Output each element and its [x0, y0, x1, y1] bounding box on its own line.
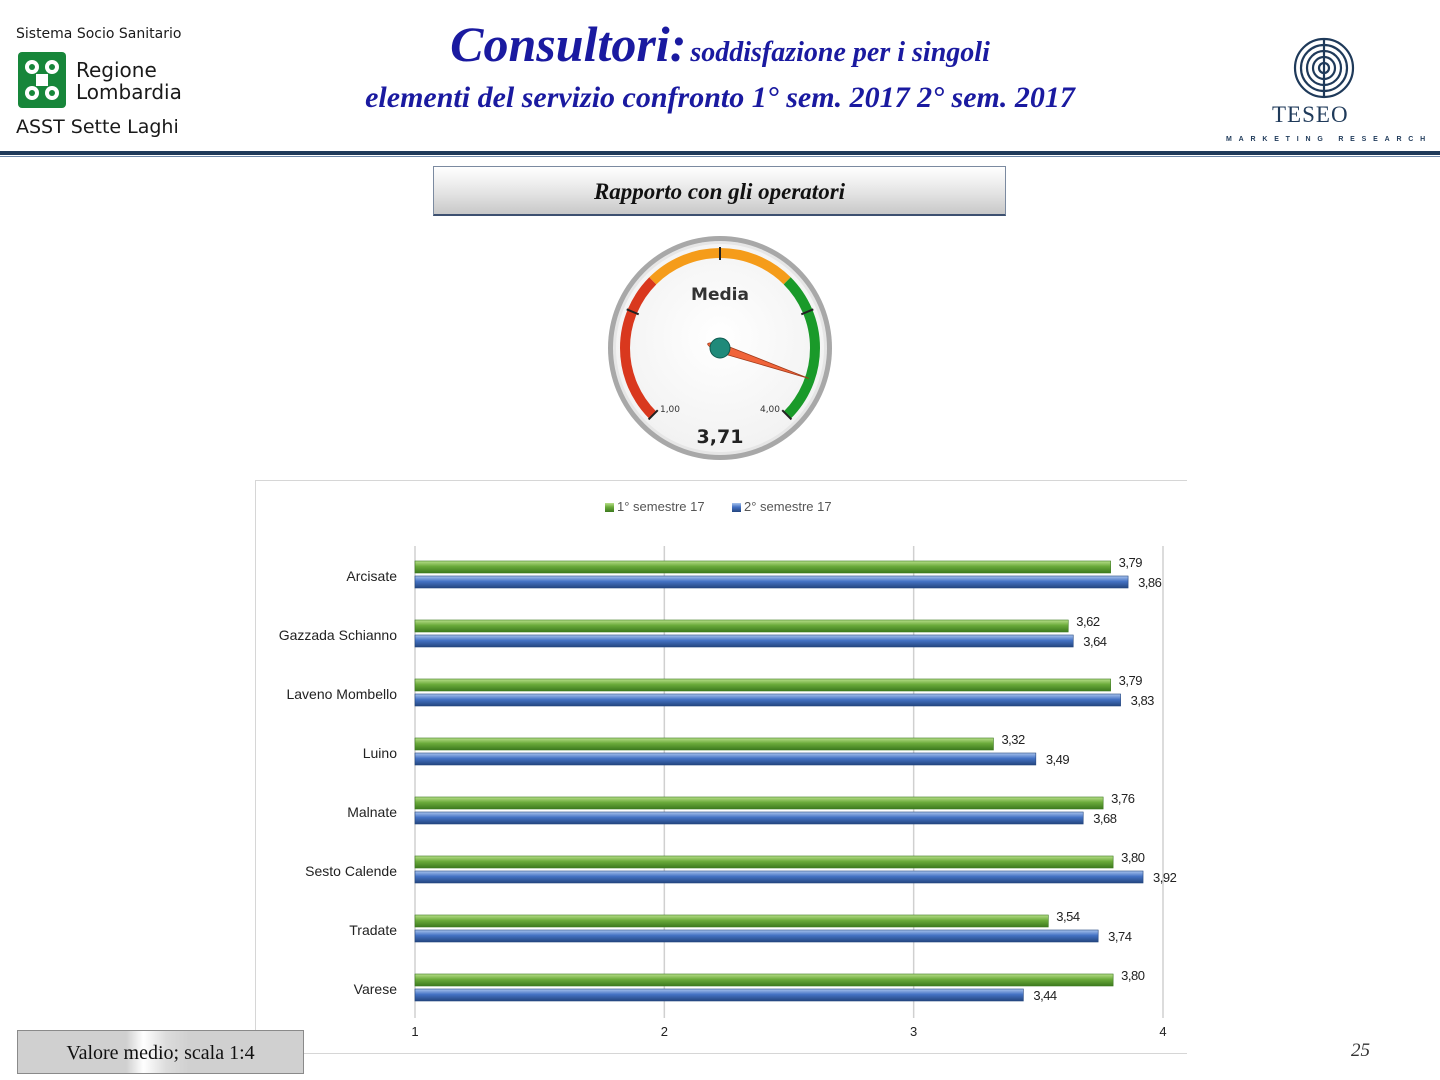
x-tick-label: 1 — [411, 1024, 419, 1039]
data-label-series-1: 3,80 — [1121, 968, 1145, 983]
data-label-series-2: 3,68 — [1093, 811, 1117, 826]
bar-series-1 — [415, 797, 1103, 809]
data-label-series-2: 3,92 — [1153, 870, 1177, 885]
title-main: Consultori: — [450, 16, 687, 72]
category-label: Sesto Calende — [305, 863, 397, 879]
bar-series-1 — [415, 620, 1068, 632]
labyrinth-icon — [1292, 36, 1356, 100]
header-divider-thin — [0, 156, 1440, 157]
data-label-series-1: 3,79 — [1118, 555, 1142, 570]
teseo-subtitle: MARKETING RESEARCH — [1226, 136, 1433, 143]
chart-grid — [415, 546, 1163, 1018]
data-label-series-1: 3,54 — [1056, 909, 1080, 924]
data-label-series-2: 3,44 — [1033, 988, 1057, 1003]
bar-series-2 — [415, 812, 1083, 824]
region-line-1: Regione — [76, 58, 157, 82]
legend-swatch-series-1 — [605, 503, 614, 512]
category-label: Arcisate — [346, 568, 397, 584]
gauge-value: 3,71 — [696, 426, 744, 448]
bar-series-2 — [415, 694, 1121, 706]
teseo-logo — [1220, 30, 1433, 150]
page-title — [240, 14, 1200, 113]
data-label-series-1: 3,62 — [1076, 614, 1100, 629]
data-label-series-2: 3,83 — [1130, 693, 1154, 708]
header-divider — [0, 151, 1440, 155]
gauge-min-label: 1,00 — [659, 405, 681, 415]
data-label-series-1: 3,79 — [1118, 673, 1142, 688]
data-label-series-1: 3,80 — [1121, 850, 1145, 865]
title-line-2: elementi del servizio confronto 1° sem. 2017 2° sem. 2017 — [365, 81, 1075, 114]
data-label-series-2: 3,49 — [1045, 752, 1070, 767]
bar-series-1 — [415, 856, 1113, 868]
bar-series-1 — [415, 561, 1111, 573]
regione-lombardia-logo — [14, 22, 194, 147]
x-tick-label: 2 — [660, 1024, 668, 1039]
bar-series-2 — [415, 753, 1036, 765]
data-label-series-1: 3,32 — [1001, 732, 1025, 747]
bar-series-2 — [415, 989, 1023, 1001]
bar-chart — [255, 480, 1187, 1054]
bar-series-2 — [415, 635, 1073, 647]
x-tick-label: 4 — [1159, 1024, 1167, 1039]
legend-label-series-2: 2° semestre 17 — [744, 499, 832, 514]
data-label-series-2: 3,74 — [1108, 929, 1132, 944]
gauge-hub — [710, 338, 730, 358]
teseo-name: TESEO — [1272, 102, 1349, 127]
gauge-chart — [600, 228, 840, 468]
category-label: Tradate — [349, 922, 397, 938]
chart-legend — [605, 499, 832, 514]
org-line: Sistema Socio Sanitario — [16, 26, 182, 42]
section-title-box — [433, 166, 1006, 216]
category-labels — [279, 568, 398, 997]
category-label: Luino — [362, 745, 397, 761]
category-label: Gazzada Schianno — [278, 627, 397, 643]
scale-note-box — [17, 1030, 304, 1074]
bar-series-2 — [415, 871, 1143, 883]
data-label-series-2: 3,64 — [1083, 634, 1107, 649]
legend-label-series-1: 1° semestre 17 — [617, 499, 705, 514]
category-label: Laveno Mombello — [286, 686, 397, 702]
region-line-2: Lombardia — [76, 80, 182, 104]
bar-series-1 — [415, 738, 993, 750]
x-tick-label: 3 — [910, 1024, 918, 1039]
page-number: 25 — [1351, 1040, 1370, 1061]
title-sub: soddisfazione per i singoli — [690, 37, 990, 68]
asst-line: ASST Sette Laghi — [16, 116, 179, 138]
data-label-series-1: 3,76 — [1111, 791, 1135, 806]
scale-note: Valore medio; scala 1:4 — [66, 1042, 255, 1064]
bar-series-2 — [415, 576, 1128, 588]
regione-cross-icon — [18, 52, 66, 108]
section-title: Rapporto con gli operatori — [593, 179, 846, 204]
bar-series-1 — [415, 915, 1048, 927]
category-label: Varese — [353, 981, 397, 997]
bar-series-2 — [415, 930, 1098, 942]
bar-series-1 — [415, 974, 1113, 986]
data-label-series-2: 3,86 — [1138, 575, 1162, 590]
legend-swatch-series-2 — [732, 503, 741, 512]
x-axis-ticks — [411, 1024, 1166, 1039]
gauge-label: Media — [691, 285, 749, 305]
category-label: Malnate — [347, 804, 397, 820]
chart-bars — [415, 555, 1177, 1003]
gauge-max-label: 4,00 — [759, 405, 781, 415]
bar-series-1 — [415, 679, 1111, 691]
